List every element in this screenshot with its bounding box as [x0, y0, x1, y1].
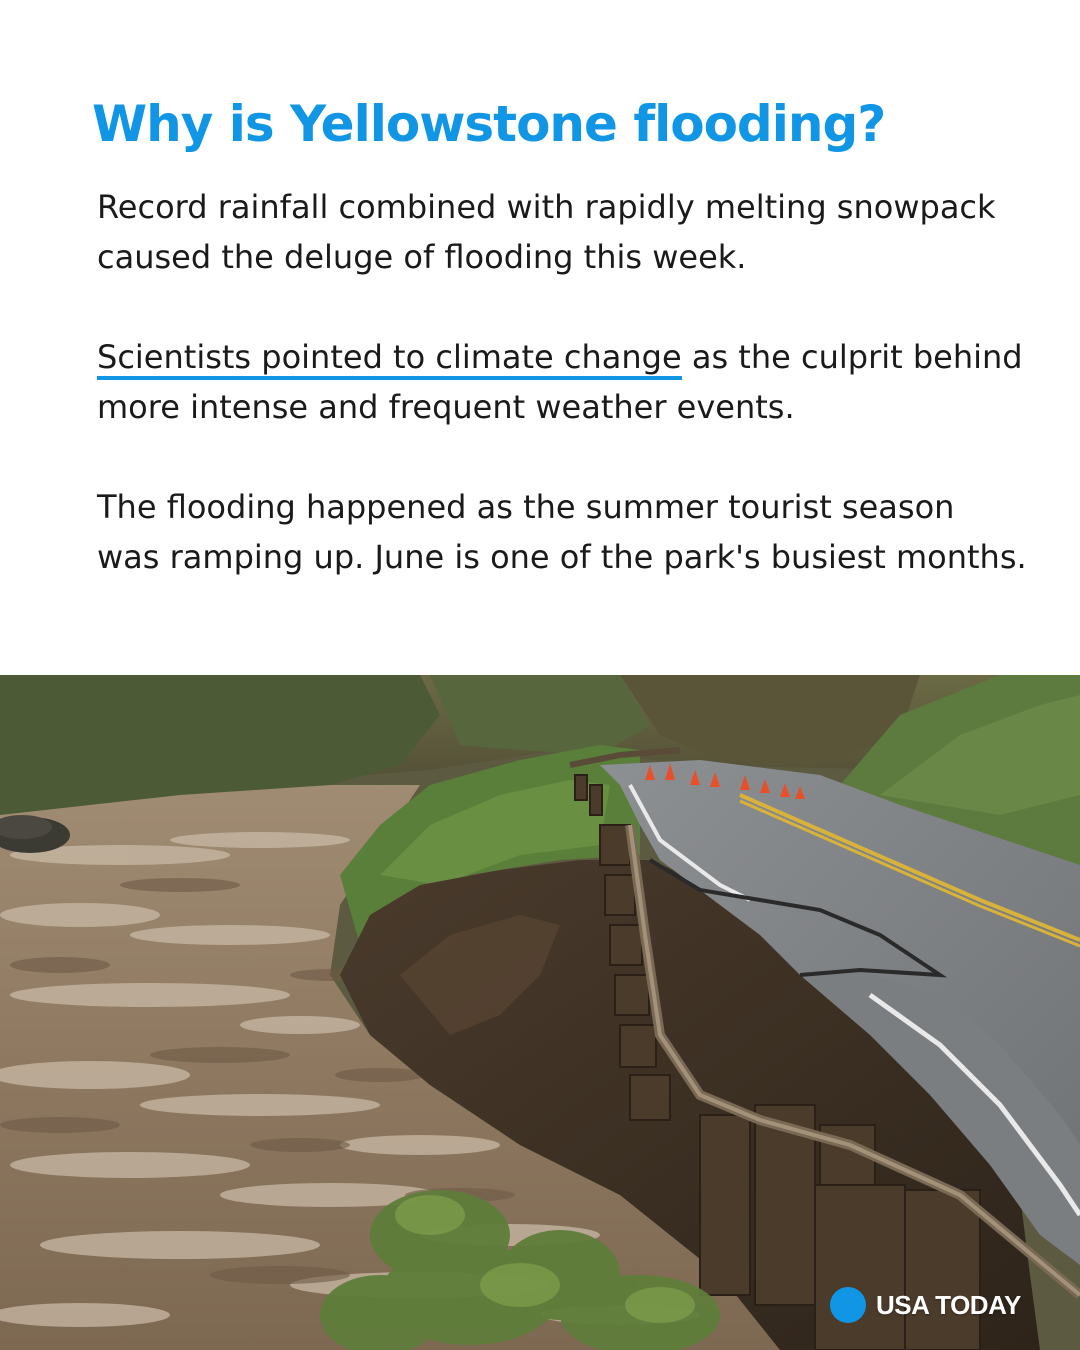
paragraph-climate-rest: as the culprit behind more intense and frequent weather events.: [97, 338, 1023, 426]
usa-today-logo: [830, 1286, 1021, 1324]
flood-photo: [0, 675, 1080, 1350]
paragraph-tourist-season: The flooding happened as the summer tourist season was ramping up. June is one of the park's busiest months.: [97, 488, 1027, 576]
climate-change-link[interactable]: Scientists pointed to climate change: [97, 338, 682, 380]
usa-today-dot-icon: [830, 1287, 866, 1323]
paragraph-rainfall: Record rainfall combined with rapidly melting snowpack caused the deluge of flooding this week.: [97, 188, 996, 276]
brand-name: USA TODAY: [876, 1289, 1021, 1320]
headline: Why is Yellowstone flooding?: [92, 95, 886, 153]
paragraph-climate: [97, 332, 1027, 432]
